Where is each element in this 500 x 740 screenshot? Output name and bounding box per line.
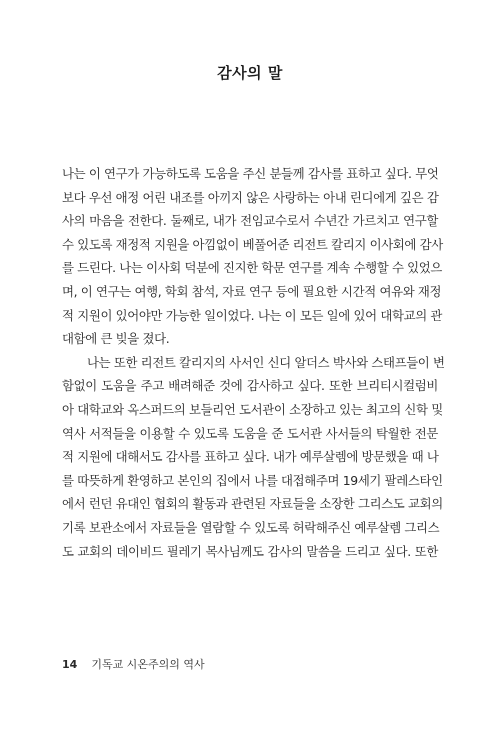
page-title: 감사의 말: [217, 64, 283, 82]
paragraph-1: [62, 162, 443, 351]
text-line: 나는 이 연구가 가능하도록 도움을 주신 분들께 감사를 표하고 싶다. 무엇: [62, 166, 439, 181]
text-line: 대함에 큰 빚을 졌다.: [62, 331, 170, 347]
text-line: 수 있도록 재정적 지원을 아낌없이 베풀어준 리전트 칼리지 이사회에 감사: [62, 236, 443, 252]
text-line: 아 대학교와 옥스퍼드의 보들리언 도서관이 소장하고 있는 최고의 신학 및: [62, 401, 443, 417]
text-line: 함없이 도움을 주고 배려해준 것에 감사하고 싶다. 또한 브리티시컬럼비: [62, 378, 438, 394]
text-line: 를 따뜻하게 환영하고 본인의 집에서 나를 대접해주며 19세기 팔레스타인: [62, 472, 443, 488]
text-line: 에서 런던 유대인 협회의 활동과 관련된 자료들을 소장한 그리스도 교회의: [62, 496, 443, 512]
text-line: 사의 마음을 전한다. 둘째로, 내가 전임교수로서 수년간 가르치고 연구할: [62, 213, 438, 229]
paragraph-2: [62, 351, 445, 563]
text-line: 적 지원이 있어야만 가능한 일이었다. 나는 이 모든 일에 있어 대학교의 관: [62, 307, 443, 323]
page-footer: [62, 656, 205, 672]
body-text: [62, 162, 445, 563]
text-line: 역사 서적들을 이용할 수 있도록 도움을 준 도서관 사서들의 탁월한 전문: [62, 425, 438, 441]
page-number: 14: [62, 658, 78, 671]
text-line: 적 지원에 대해서도 감사를 표하고 싶다. 내가 예루살렘에 방문했을 때 나: [62, 449, 439, 465]
text-line: 도 교회의 데이비드 필레기 목사님께도 감사의 말씀을 드리고 싶다. 또한: [62, 543, 438, 559]
text-line: 며, 이 연구는 여행, 학회 참석, 자료 연구 등에 필요한 시간적 여유와 재정: [62, 283, 442, 299]
running-title: 기독교 시온주의의 역사: [91, 658, 205, 671]
text-line: 기록 보관소에서 자료들을 열람할 수 있도록 허락해주신 예루살렘 그리스: [62, 519, 440, 535]
text-line: 를 드린다. 나는 이사회 덕분에 진지한 학문 연구를 계속 수행할 수 있었으: [62, 260, 443, 276]
text-line: 보다 우선 애정 어린 내조를 아끼지 않은 사랑하는 아내 린디에게 깊은 감: [62, 189, 439, 205]
text-line: 나는 또한 리전트 칼리지의 사서인 신디 알더스 박사와 스태프들이 변: [87, 354, 445, 370]
